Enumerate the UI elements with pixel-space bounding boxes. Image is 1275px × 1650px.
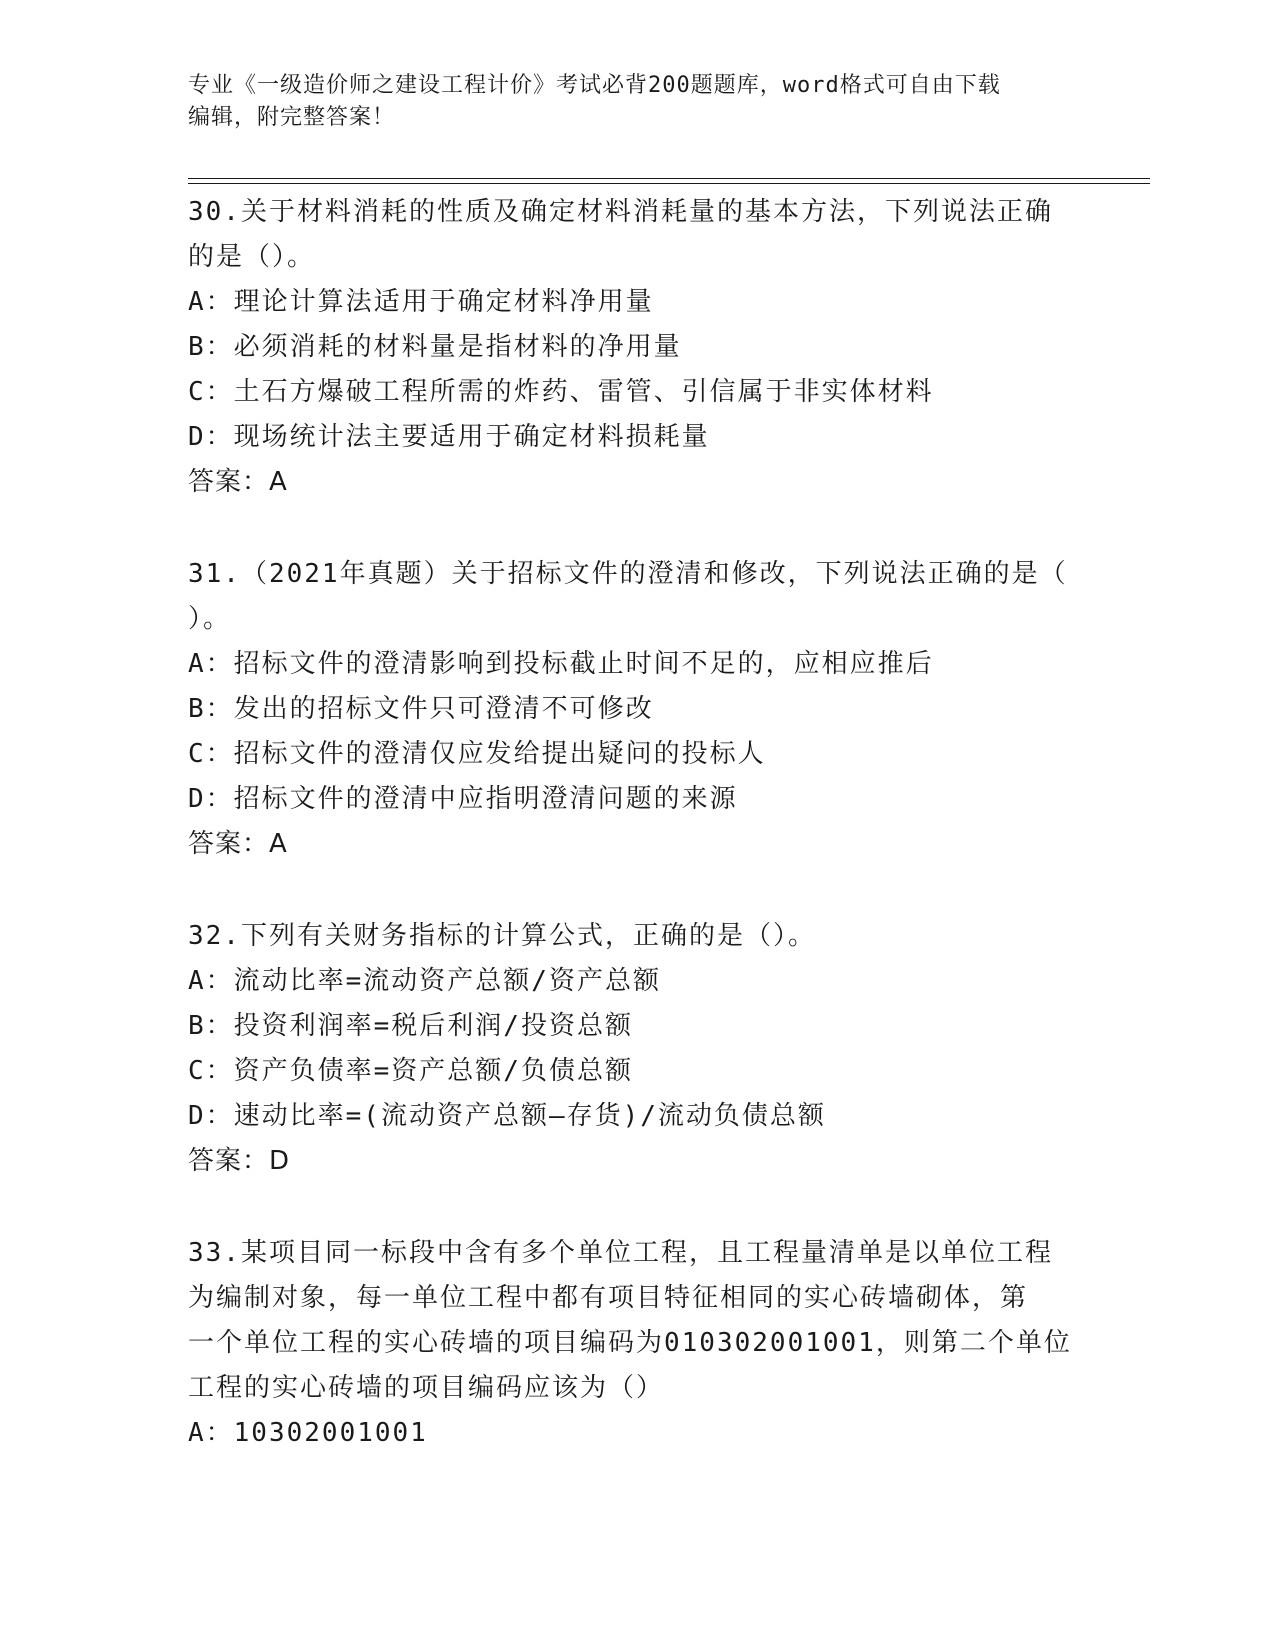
question-stem-line: 33.某项目同一标段中含有多个单位工程，且工程量清单是以单位工程	[188, 1238, 1053, 1268]
option-b: B：发出的招标文件只可澄清不可修改	[188, 694, 654, 724]
question-stem-line: 工程的实心砖墙的项目编码应该为（）	[188, 1373, 665, 1403]
option-a: A：流动比率=流动资产总额/资产总额	[188, 966, 661, 996]
question-30	[188, 190, 1088, 505]
question-33	[188, 1231, 1088, 1456]
option-d: D：招标文件的澄清中应指明澄清问题的来源	[188, 784, 738, 814]
question-stem-line: 一个单位工程的实心砖墙的项目编码为010302001001，则第二个单位	[188, 1328, 1072, 1358]
option-b: B：必须消耗的材料量是指材料的净用量	[188, 332, 682, 362]
question-gap	[188, 1184, 1088, 1231]
header-line-2: 编辑，附完整答案！	[188, 105, 396, 130]
option-c: C：土石方爆破工程所需的炸药、雷管、引信属于非实体材料	[188, 377, 934, 407]
option-b: B：投资利润率=税后利润/投资总额	[188, 1011, 633, 1041]
question-stem-line: 的是（）。	[188, 242, 316, 272]
option-d: D：现场统计法主要适用于确定材料损耗量	[188, 422, 710, 452]
answer-line: 答案：D	[188, 1146, 291, 1176]
document-header	[188, 70, 1088, 134]
header-divider	[188, 178, 1150, 184]
question-gap	[188, 505, 1088, 552]
question-stem-line: 32.下列有关财务指标的计算公式，正确的是（）。	[188, 921, 816, 951]
option-a: A：招标文件的澄清影响到投标截止时间不足的，应相应推后	[188, 649, 934, 679]
option-c: C：招标文件的澄清仅应发给提出疑问的投标人	[188, 739, 766, 769]
answer-line: 答案：A	[188, 467, 288, 497]
question-stem-line: 31.（2021年真题）关于招标文件的澄清和修改，下列说法正确的是（	[188, 559, 1068, 589]
question-stem-line: 30.关于材料消耗的性质及确定材料消耗量的基本方法，下列说法正确	[188, 197, 1053, 227]
question-stem-line: 为编制对象，每一单位工程中都有项目特征相同的实心砖墙砌体，第	[188, 1283, 1029, 1313]
question-list	[188, 190, 1088, 1456]
header-line-1: 专业《一级造价师之建设工程计价》考试必背200题题库，word格式可自由下载	[188, 73, 1001, 98]
question-gap	[188, 867, 1088, 914]
question-stem-line: ）。	[188, 604, 232, 634]
question-32	[188, 914, 1088, 1184]
option-c: C：资产负债率=资产总额/负债总额	[188, 1056, 633, 1086]
answer-line: 答案：A	[188, 829, 288, 859]
question-31	[188, 552, 1088, 867]
option-a: A：理论计算法适用于确定材料净用量	[188, 287, 654, 317]
option-d: D：速动比率=(流动资产总额—存货)/流动负债总额	[188, 1101, 826, 1131]
option-a: A：10302001001	[188, 1418, 428, 1448]
